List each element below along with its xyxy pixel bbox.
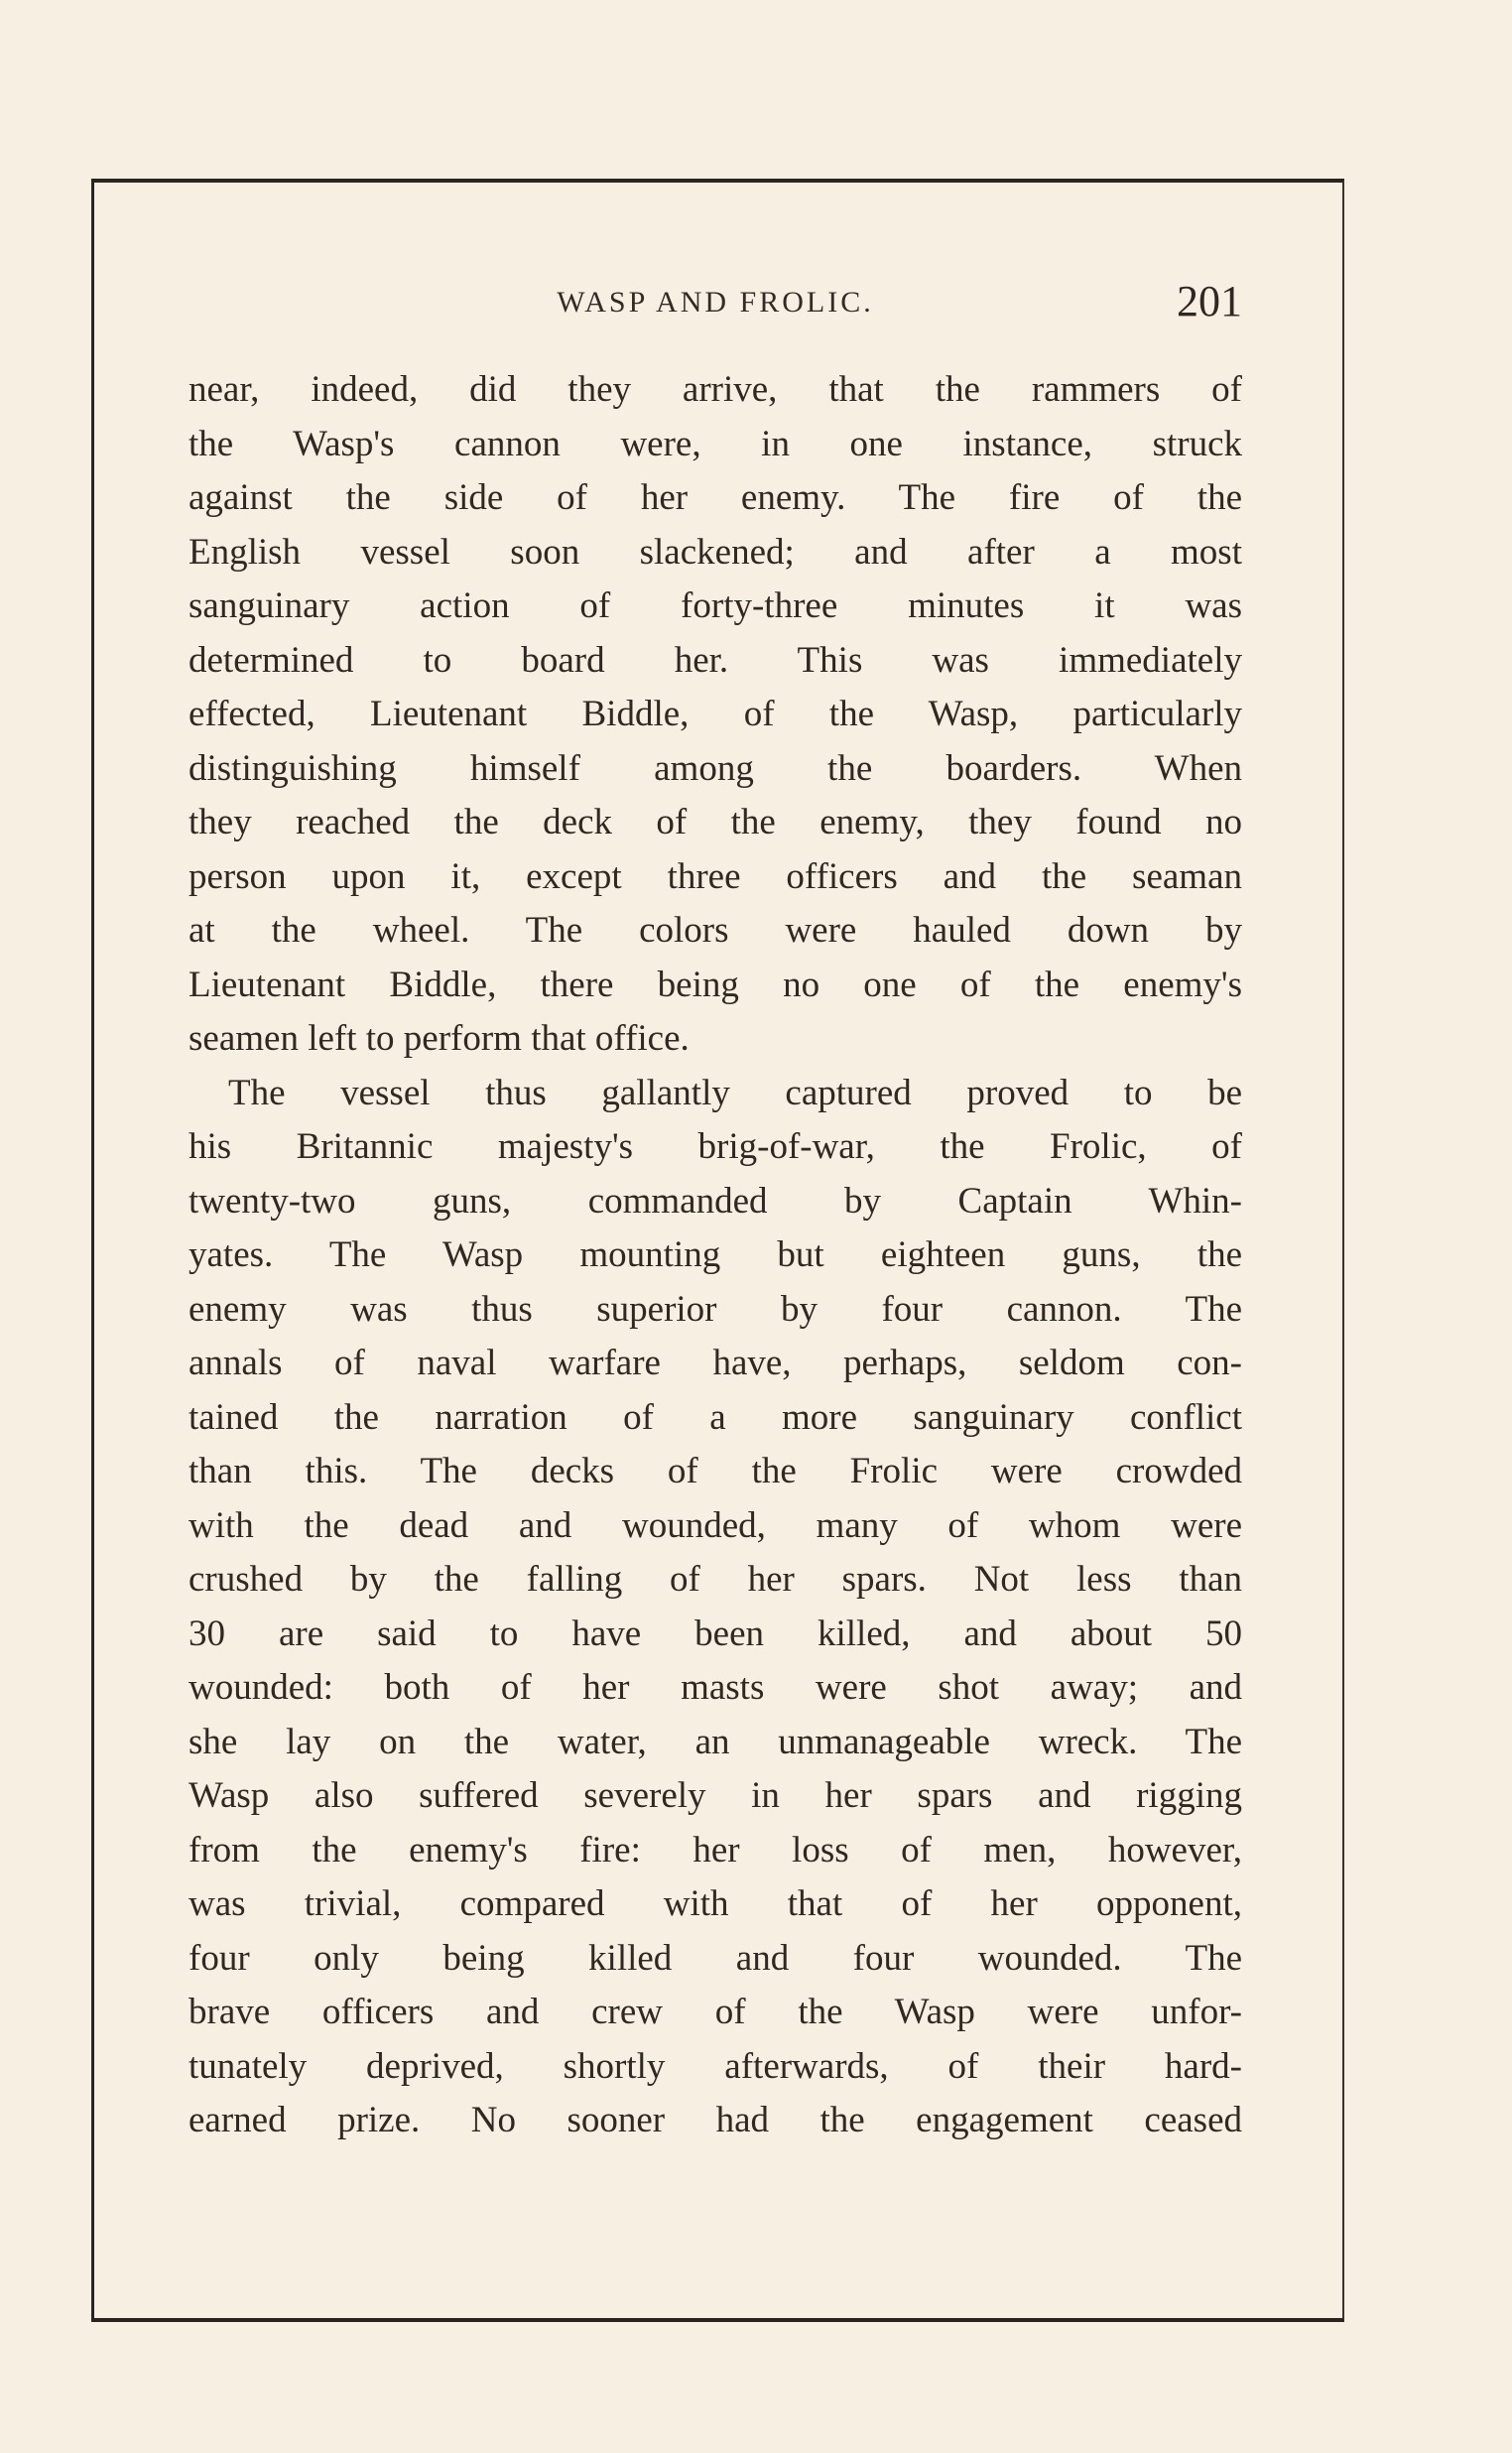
text-line: enemy was thus superior by four cannon. The <box>189 1288 1242 1330</box>
text-line: Lieutenant Biddle, there being no one of the enemy's <box>189 964 1242 1005</box>
body-text <box>189 363 1242 2148</box>
text-line: annals of naval warfare have, perhaps, seldom con- <box>189 1343 1242 1383</box>
text-line: at the wheel. The colors were hauled down by <box>189 910 1242 951</box>
paragraph-end-line: seamen left to perform that office. <box>189 1018 690 1059</box>
running-head <box>189 276 1242 335</box>
text-line: his Britannic majesty's brig-of-war, the Frolic, of <box>189 1126 1242 1167</box>
text-line: crushed by the falling of her spars. Not less than <box>189 1559 1242 1600</box>
text-line: four only being killed and four wounded. The <box>189 1937 1242 1979</box>
text-line: twenty-two guns, commanded by Captain Whin- <box>189 1180 1242 1222</box>
text-line: near, indeed, did they arrive, that the rammers of <box>189 369 1242 410</box>
text-line: tunately deprived, shortly afterwards, of their hard- <box>189 2045 1242 2087</box>
text-line: yates. The Wasp mounting but eighteen guns, the <box>189 1234 1242 1275</box>
text-line: they reached the deck of the enemy, they found no <box>189 802 1242 842</box>
text-line: sanguinary action of forty-three minutes it was <box>189 585 1242 626</box>
text-line: Wasp also suffered severely in her spars and rigging <box>189 1775 1242 1816</box>
text-line: she lay on the water, an unmanageable wreck. The <box>189 1721 1242 1762</box>
text-line: was trivial, compared with that of her opponent, <box>189 1883 1242 1924</box>
text-line: English vessel soon slackened; and after a most <box>189 531 1242 573</box>
text-line: from the enemy's fire: her loss of men, however, <box>189 1829 1242 1871</box>
paragraph-start-line: The vessel thus gallantly captured proved to be <box>228 1072 1242 1113</box>
text-line: brave officers and crew of the Wasp were unfor- <box>189 1992 1242 2032</box>
text-line: determined to board her. This was immediately <box>189 639 1242 681</box>
text-line: than this. The decks of the Frolic were crowded <box>189 1451 1242 1491</box>
text-line: earned prize. No sooner had the engagement ceased <box>189 2100 1242 2140</box>
text-line: the Wasp's cannon were, in one instance, struck <box>189 423 1242 464</box>
text-line: against the side of her enemy. The fire of the <box>189 477 1242 518</box>
text-line: tained the narration of a more sanguinary conflict <box>189 1396 1242 1438</box>
text-line: person upon it, except three officers and the seaman <box>189 855 1242 897</box>
page-number: 201 <box>1177 277 1242 325</box>
text-line: distinguishing himself among the boarders. When <box>189 747 1242 789</box>
text-line: effected, Lieutenant Biddle, of the Wasp, particularly <box>189 694 1242 734</box>
text-line: wounded: both of her masts were shot away; and <box>189 1667 1242 1708</box>
text-line: with the dead and wounded, many of whom were <box>189 1504 1242 1546</box>
text-line: 30 are said to have been killed, and about 50 <box>189 1613 1242 1654</box>
page-title: WASP AND FROLIC. <box>557 286 874 319</box>
